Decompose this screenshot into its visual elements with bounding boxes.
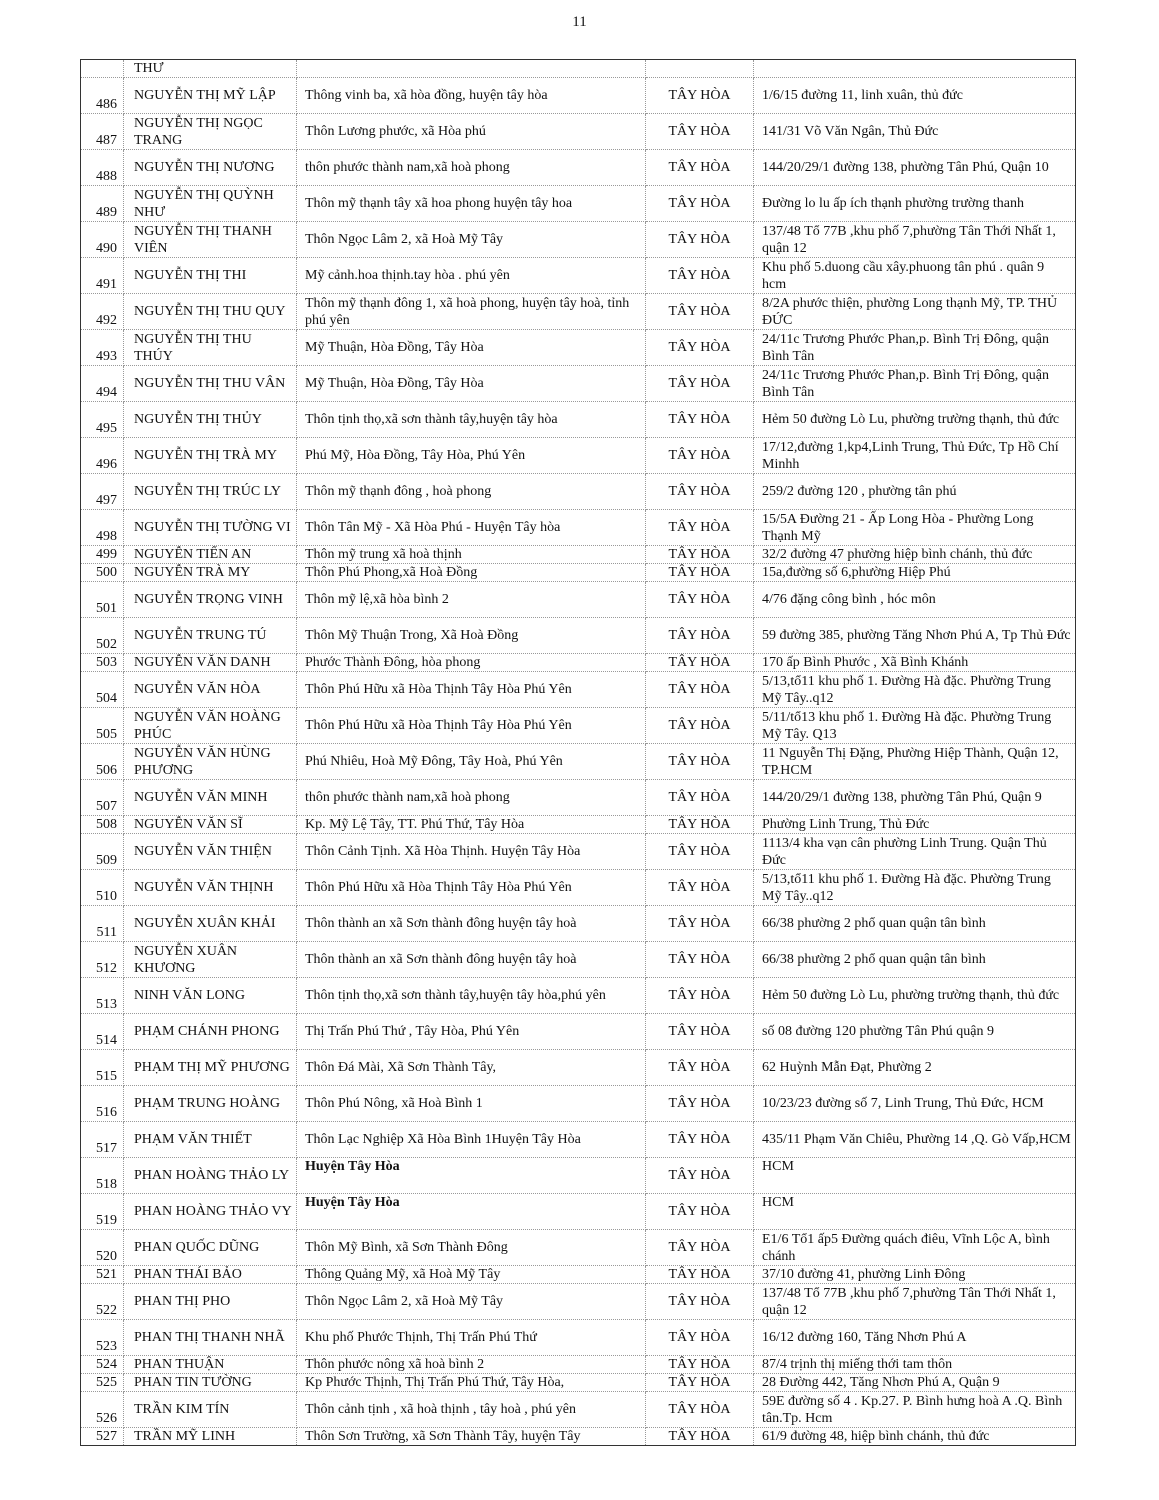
cell-name: PHẠM TRUNG HOÀNG <box>124 1086 297 1122</box>
cell-name: NGUYỄN XUÂN KHẢI <box>124 906 297 942</box>
cell-address: 141/31 Võ Văn Ngân, Thủ Đức <box>754 114 1076 150</box>
table-row <box>81 672 1076 708</box>
cell-address: 11 Nguyễn Thị Đặng, Phường Hiệp Thành, Quận 12, TP.HCM <box>754 744 1076 780</box>
cell-address: 8/2A phước thiện, phường Long thạnh Mỹ, TP. THỦ ĐỨC <box>754 294 1076 330</box>
cell-address: 37/10 đường 41, phường Linh Đông <box>754 1266 1076 1284</box>
cell-hometown: Thôn thành an xã Sơn thành đông huyện tây hoà <box>297 942 646 978</box>
cell-hometown: Thôn tịnh thọ,xã sơn thành tây,huyện tây hòa,phú yên <box>297 978 646 1014</box>
cell-address: 435/11 Phạm Văn Chiêu, Phường 14 ,Q. Gò Vấp,HCM <box>754 1122 1076 1158</box>
cell-no: 486 <box>81 78 124 114</box>
cell-address: 5/13,tổ11 khu phố 1. Đường Hà đặc. Phường Trung Mỹ Tây..q12 <box>754 870 1076 906</box>
cell-address: 137/48 Tổ 77B ,khu phố 7,phường Tân Thới Nhất 1, quận 12 <box>754 1284 1076 1320</box>
cell-hometown: Thôn Sơn Trường, xã Sơn Thành Tây, huyện Tây <box>297 1428 646 1446</box>
table-row <box>81 438 1076 474</box>
cell-address: Hẻm 50 đường Lò Lu, phường trường thạnh, thủ đức <box>754 978 1076 1014</box>
cell-address: E1/6 Tổ1 ấp5 Đường quách điêu, Vĩnh Lộc A, bình chánh <box>754 1230 1076 1266</box>
cell-district: TÂY HÒA <box>646 330 754 366</box>
cell-no <box>81 60 124 78</box>
cell-name: NGUYỄN TRÀ MY <box>124 564 297 582</box>
cell-district: TÂY HÒA <box>646 1194 754 1230</box>
cell-district: TÂY HÒA <box>646 474 754 510</box>
cell-no: 514 <box>81 1014 124 1050</box>
cell-hometown: Thôn Lương phước, xã Hòa phú <box>297 114 646 150</box>
cell-no: 496 <box>81 438 124 474</box>
roster-table <box>80 59 1076 1446</box>
table-row <box>81 78 1076 114</box>
cell-address <box>754 60 1076 78</box>
cell-no: 490 <box>81 222 124 258</box>
cell-hometown: Thôn Ngọc Lâm 2, xã Hoà Mỹ Tây <box>297 1284 646 1320</box>
table-row <box>81 1266 1076 1284</box>
cell-no: 492 <box>81 294 124 330</box>
cell-name: NGUYỄN VĂN HOÀNG PHÚC <box>124 708 297 744</box>
cell-name: NGUYỄN THỊ THI <box>124 258 297 294</box>
cell-address: 259/2 đường 120 , phường tân phú <box>754 474 1076 510</box>
cell-address: Khu phố 5.duong cầu xây.phuong tân phú . quân 9 hcm <box>754 258 1076 294</box>
table-row <box>81 564 1076 582</box>
cell-district: TÂY HÒA <box>646 1014 754 1050</box>
cell-hometown: Thôn Phú Phong,xã Hoà Đồng <box>297 564 646 582</box>
cell-no: 511 <box>81 906 124 942</box>
cell-name: NGUYỄN VĂN SĨ <box>124 816 297 834</box>
table-row <box>81 780 1076 816</box>
table-row <box>81 1428 1076 1446</box>
cell-hometown: Thôn Đá Mài, Xã Sơn Thành Tây, <box>297 1050 646 1086</box>
cell-hometown: Thôn Lạc Nghiệp Xã Hòa Bình 1Huyện Tây Hòa <box>297 1122 646 1158</box>
cell-name: NGUYỄN THỊ THU THÚY <box>124 330 297 366</box>
cell-address: 24/11c Trương Phước Phan,p. Bình Trị Đông, quận Bình Tân <box>754 330 1076 366</box>
table-row <box>81 330 1076 366</box>
table-row <box>81 1014 1076 1050</box>
cell-name: THƯ <box>124 60 297 78</box>
cell-address: 1/6/15 đường 11, linh xuân, thủ đức <box>754 78 1076 114</box>
cell-district: TÂY HÒA <box>646 582 754 618</box>
cell-address: 62 Huỳnh Mẫn Đạt, Phường 2 <box>754 1050 1076 1086</box>
cell-hometown: Thôn Phú Hữu xã Hòa Thịnh Tây Hòa Phú Yên <box>297 708 646 744</box>
cell-name: NGUYỄN VĂN THỊNH <box>124 870 297 906</box>
cell-name: NINH VĂN LONG <box>124 978 297 1014</box>
cell-district: TÂY HÒA <box>646 780 754 816</box>
cell-name: PHẠM THỊ MỸ PHƯƠNG <box>124 1050 297 1086</box>
cell-no: 527 <box>81 1428 124 1446</box>
cell-no: 509 <box>81 834 124 870</box>
cell-hometown: thôn phước thành nam,xã hoà phong <box>297 780 646 816</box>
table-row <box>81 1086 1076 1122</box>
table-row <box>81 546 1076 564</box>
cell-name: NGUYỄN VĂN THIỆN <box>124 834 297 870</box>
cell-address: 59 đường 385, phường Tăng Nhơn Phú A, Tp Thủ Đức <box>754 618 1076 654</box>
cell-address: 59E đường số 4 . Kp.27. P. Bình hưng hoà A .Q. Bình tân.Tp. Hcm <box>754 1392 1076 1428</box>
cell-hometown: Thông vinh ba, xã hòa đồng, huyện tây hòa <box>297 78 646 114</box>
cell-address: 144/20/29/1 đường 138, phường Tân Phú, Quận 9 <box>754 780 1076 816</box>
table-row <box>81 1356 1076 1374</box>
cell-no: 494 <box>81 366 124 402</box>
cell-address: 137/48 Tổ 77B ,khu phố 7,phường Tân Thới Nhất 1, quận 12 <box>754 222 1076 258</box>
cell-no: 504 <box>81 672 124 708</box>
cell-no: 507 <box>81 780 124 816</box>
cell-address: Hẻm 50 đường Lò Lu, phường trường thạnh, thủ đức <box>754 402 1076 438</box>
cell-hometown: Thôn Phú Hữu xã Hòa Thịnh Tây Hòa Phú Yên <box>297 870 646 906</box>
cell-no: 515 <box>81 1050 124 1086</box>
cell-no: 513 <box>81 978 124 1014</box>
cell-no: 487 <box>81 114 124 150</box>
table-row <box>81 708 1076 744</box>
cell-district: TÂY HÒA <box>646 1374 754 1392</box>
cell-address: 66/38 phường 2 phổ quan quận tân bình <box>754 942 1076 978</box>
cell-hometown: Thôn Phú Hữu xã Hòa Thịnh Tây Hòa Phú Yên <box>297 672 646 708</box>
cell-name: PHẠM VĂN THIẾT <box>124 1122 297 1158</box>
cell-name: NGUYỄN VĂN DANH <box>124 654 297 672</box>
cell-district: TÂY HÒA <box>646 1428 754 1446</box>
cell-hometown <box>297 60 646 78</box>
table-row <box>81 1374 1076 1392</box>
cell-hometown: Thôn mỹ thạnh tây xã hoa phong huyện tây hoa <box>297 186 646 222</box>
cell-name: NGUYỄN THỊ QUỲNH NHƯ <box>124 186 297 222</box>
cell-address: Đường lo lu ấp ích thạnh phường trường thanh <box>754 186 1076 222</box>
table-row <box>81 294 1076 330</box>
table-row <box>81 618 1076 654</box>
cell-no: 524 <box>81 1356 124 1374</box>
cell-hometown: Mỹ Thuận, Hòa Đồng, Tây Hòa <box>297 330 646 366</box>
cell-hometown: Phú Nhiêu, Hoà Mỹ Đông, Tây Hoà, Phú Yên <box>297 744 646 780</box>
cell-district: TÂY HÒA <box>646 654 754 672</box>
cell-district: TÂY HÒA <box>646 222 754 258</box>
cell-district: TÂY HÒA <box>646 114 754 150</box>
cell-district: TÂY HÒA <box>646 1320 754 1356</box>
cell-address: 5/13,tổ11 khu phố 1. Đường Hà đặc. Phường Trung Mỹ Tây..q12 <box>754 672 1076 708</box>
table-row <box>81 402 1076 438</box>
cell-no: 488 <box>81 150 124 186</box>
cell-no: 498 <box>81 510 124 546</box>
cell-no: 518 <box>81 1158 124 1194</box>
cell-district: TÂY HÒA <box>646 618 754 654</box>
cell-name: PHAN THUẬN <box>124 1356 297 1374</box>
cell-address: 10/23/23 đường số 7, Linh Trung, Thủ Đức, HCM <box>754 1086 1076 1122</box>
table-row <box>81 366 1076 402</box>
cell-address: 87/4 trịnh thị miếng thới tam thôn <box>754 1356 1076 1374</box>
cell-name: PHAN THỊ THANH NHÃ <box>124 1320 297 1356</box>
cell-no: 505 <box>81 708 124 744</box>
cell-no: 493 <box>81 330 124 366</box>
cell-hometown: Thôn tịnh thọ,xã sơn thành tây,huyện tây hòa <box>297 402 646 438</box>
cell-no: 508 <box>81 816 124 834</box>
cell-address: 32/2 đường 47 phường hiệp bình chánh, thủ đức <box>754 546 1076 564</box>
cell-address: 15a,đường số 6,phường Hiệp Phú <box>754 564 1076 582</box>
table-row <box>81 510 1076 546</box>
cell-no: 503 <box>81 654 124 672</box>
cell-address: 15/5A Đường 21 - Ấp Long Hòa - Phường Long Thạnh Mỹ <box>754 510 1076 546</box>
cell-address: 66/38 phường 2 phổ quan quận tân bình <box>754 906 1076 942</box>
table-row <box>81 1230 1076 1266</box>
cell-name: NGUYỄN THỊ THU VÂN <box>124 366 297 402</box>
table-row <box>81 942 1076 978</box>
cell-hometown: Thôn mỹ thạnh đông , hoà phong <box>297 474 646 510</box>
cell-district: TÂY HÒA <box>646 906 754 942</box>
cell-hometown: Thôn cảnh tịnh , xã hoà thịnh , tây hoà , phú yên <box>297 1392 646 1428</box>
cell-address: 61/9 đường 48, hiệp bình chánh, thủ đức <box>754 1428 1076 1446</box>
cell-hometown: Thị Trấn Phú Thứ , Tây Hòa, Phú Yên <box>297 1014 646 1050</box>
cell-no: 506 <box>81 744 124 780</box>
table-row <box>81 1320 1076 1356</box>
cell-hometown: Thôn Cảnh Tịnh. Xã Hòa Thịnh. Huyện Tây Hòa <box>297 834 646 870</box>
cell-name: NGUYỄN THỊ MỸ LẬP <box>124 78 297 114</box>
cell-district <box>646 60 754 78</box>
cell-hometown: Mỹ cảnh.hoa thịnh.tay hòa . phú yên <box>297 258 646 294</box>
cell-hometown: Khu phố Phước Thịnh, Thị Trấn Phú Thứ <box>297 1320 646 1356</box>
cell-hometown: Thôn Phú Nông, xã Hoà Bình 1 <box>297 1086 646 1122</box>
table-row <box>81 834 1076 870</box>
cell-hometown: Huyện Tây Hòa <box>297 1158 646 1194</box>
cell-no: 489 <box>81 186 124 222</box>
cell-no: 520 <box>81 1230 124 1266</box>
cell-hometown: Thôn Tân Mỹ - Xã Hòa Phú - Huyện Tây hòa <box>297 510 646 546</box>
cell-address: 5/11/tổ13 khu phố 1. Đường Hà đặc. Phường Trung Mỹ Tây. Q13 <box>754 708 1076 744</box>
cell-no: 501 <box>81 582 124 618</box>
cell-no: 523 <box>81 1320 124 1356</box>
table-row <box>81 816 1076 834</box>
cell-name: NGUYỄN THỊ THANH VIÊN <box>124 222 297 258</box>
cell-district: TÂY HÒA <box>646 1266 754 1284</box>
cell-name: TRẦN KIM TÍN <box>124 1392 297 1428</box>
table-row <box>81 978 1076 1014</box>
table-row <box>81 1050 1076 1086</box>
cell-address: 24/11c Trương Phước Phan,p. Bình Trị Đông, quận Bình Tân <box>754 366 1076 402</box>
cell-address: 16/12 đường 160, Tăng Nhơn Phú A <box>754 1320 1076 1356</box>
cell-district: TÂY HÒA <box>646 816 754 834</box>
cell-district: TÂY HÒA <box>646 1050 754 1086</box>
table-row-continuation <box>81 60 1076 78</box>
cell-hometown: Thôn Mỹ Bình, xã Sơn Thành Đông <box>297 1230 646 1266</box>
cell-name: NGUYỄN THỊ TRÚC LY <box>124 474 297 510</box>
cell-name: NGUYỄN THỊ TRÀ MY <box>124 438 297 474</box>
cell-name: PHAN QUỐC DŨNG <box>124 1230 297 1266</box>
cell-no: 510 <box>81 870 124 906</box>
cell-name: NGUYỄN TRỌNG VINH <box>124 582 297 618</box>
table-row <box>81 1284 1076 1320</box>
cell-district: TÂY HÒA <box>646 1086 754 1122</box>
cell-no: 499 <box>81 546 124 564</box>
cell-name: PHAN THỊ PHO <box>124 1284 297 1320</box>
cell-name: PHẠM CHÁNH PHONG <box>124 1014 297 1050</box>
cell-no: 517 <box>81 1122 124 1158</box>
cell-name: PHAN TIN TƯỜNG <box>124 1374 297 1392</box>
table-row <box>81 1194 1076 1230</box>
table-row <box>81 744 1076 780</box>
cell-no: 516 <box>81 1086 124 1122</box>
cell-district: TÂY HÒA <box>646 708 754 744</box>
cell-address: số 08 đường 120 phường Tân Phú quận 9 <box>754 1014 1076 1050</box>
cell-address: Phường Linh Trung, Thủ Đức <box>754 816 1076 834</box>
cell-district: TÂY HÒA <box>646 510 754 546</box>
cell-hometown: Thôn phước nông xã hoà bình 2 <box>297 1356 646 1374</box>
cell-name: NGUYỄN THỊ NGỌC TRANG <box>124 114 297 150</box>
cell-no: 521 <box>81 1266 124 1284</box>
cell-district: TÂY HÒA <box>646 258 754 294</box>
cell-hometown: Thôn mỹ lệ,xã hòa bình 2 <box>297 582 646 618</box>
cell-hometown: Huyện Tây Hòa <box>297 1194 646 1230</box>
cell-no: 495 <box>81 402 124 438</box>
cell-district: TÂY HÒA <box>646 402 754 438</box>
table-row <box>81 186 1076 222</box>
cell-district: TÂY HÒA <box>646 870 754 906</box>
cell-district: TÂY HÒA <box>646 78 754 114</box>
cell-name: PHAN THÁI BẢO <box>124 1266 297 1284</box>
cell-hometown: Thôn Mỹ Thuận Trong, Xã Hoà Đồng <box>297 618 646 654</box>
cell-hometown: Thôn Ngọc Lâm 2, xã Hoà Mỹ Tây <box>297 222 646 258</box>
cell-no: 500 <box>81 564 124 582</box>
cell-hometown: Kp. Mỹ Lệ Tây, TT. Phú Thứ, Tây Hòa <box>297 816 646 834</box>
cell-name: NGUYỄN THỊ THU QUY <box>124 294 297 330</box>
cell-district: TÂY HÒA <box>646 150 754 186</box>
cell-name: NGUYỄN XUÂN KHƯƠNG <box>124 942 297 978</box>
cell-address: 28 Đường 442, Tăng Nhơn Phú A, Quận 9 <box>754 1374 1076 1392</box>
cell-district: TÂY HÒA <box>646 978 754 1014</box>
table-row <box>81 654 1076 672</box>
cell-hometown: Thông Quảng Mỹ, xã Hoà Mỹ Tây <box>297 1266 646 1284</box>
cell-district: TÂY HÒA <box>646 834 754 870</box>
cell-hometown: Phước Thành Đông, hòa phong <box>297 654 646 672</box>
cell-hometown: Mỹ Thuận, Hòa Đồng, Tây Hòa <box>297 366 646 402</box>
cell-no: 491 <box>81 258 124 294</box>
table-row <box>81 114 1076 150</box>
cell-district: TÂY HÒA <box>646 744 754 780</box>
cell-no: 526 <box>81 1392 124 1428</box>
cell-hometown: Phú Mỹ, Hòa Đồng, Tây Hòa, Phú Yên <box>297 438 646 474</box>
cell-name: NGUYỄN VĂN MINH <box>124 780 297 816</box>
cell-address: 144/20/29/1 đường 138, phường Tân Phú, Quận 10 <box>754 150 1076 186</box>
cell-district: TÂY HÒA <box>646 366 754 402</box>
cell-name: TRẦN MỸ LINH <box>124 1428 297 1446</box>
cell-no: 502 <box>81 618 124 654</box>
cell-name: NGUYỄN THỊ TƯỜNG VI <box>124 510 297 546</box>
table-row <box>81 1158 1076 1194</box>
table-row <box>81 870 1076 906</box>
cell-no: 512 <box>81 942 124 978</box>
cell-name: PHAN HOÀNG THẢO LY <box>124 1158 297 1194</box>
table-row <box>81 258 1076 294</box>
cell-name: NGUYỄN TIẾN AN <box>124 546 297 564</box>
cell-hometown: Kp Phước Thịnh, Thị Trấn Phú Thứ, Tây Hòa, <box>297 1374 646 1392</box>
cell-no: 497 <box>81 474 124 510</box>
cell-district: TÂY HÒA <box>646 1392 754 1428</box>
cell-hometown: Thôn mỹ thạnh đông 1, xã hoà phong, huyện tây hoà, tỉnh phú yên <box>297 294 646 330</box>
cell-hometown: Thôn mỹ trung xã hoà thịnh <box>297 546 646 564</box>
cell-name: NGUYỄN VĂN HÒA <box>124 672 297 708</box>
table-row <box>81 474 1076 510</box>
cell-address: 1113/4 kha vạn cân phường Linh Trung. Quận Thủ Đức <box>754 834 1076 870</box>
table-row <box>81 150 1076 186</box>
cell-address: HCM <box>754 1194 1076 1230</box>
cell-name: PHAN HOÀNG THẢO VY <box>124 1194 297 1230</box>
cell-district: TÂY HÒA <box>646 942 754 978</box>
cell-address: 170 ấp Bình Phước , Xã Bình Khánh <box>754 654 1076 672</box>
cell-address: 4/76 đặng công bình , hóc môn <box>754 582 1076 618</box>
cell-address: HCM <box>754 1158 1076 1194</box>
cell-district: TÂY HÒA <box>646 438 754 474</box>
table-row <box>81 222 1076 258</box>
cell-district: TÂY HÒA <box>646 546 754 564</box>
cell-no: 519 <box>81 1194 124 1230</box>
cell-address: 17/12,đường 1,kp4,Linh Trung, Thủ Đức, Tp Hồ Chí Minhh <box>754 438 1076 474</box>
cell-district: TÂY HÒA <box>646 1122 754 1158</box>
cell-district: TÂY HÒA <box>646 672 754 708</box>
cell-hometown: Thôn thành an xã Sơn thành đông huyện tây hoà <box>297 906 646 942</box>
table-row <box>81 906 1076 942</box>
cell-district: TÂY HÒA <box>646 1356 754 1374</box>
cell-name: NGUYỄN TRUNG TÚ <box>124 618 297 654</box>
cell-hometown: thôn phước thành nam,xã hoà phong <box>297 150 646 186</box>
cell-district: TÂY HÒA <box>646 186 754 222</box>
cell-name: NGUYỄN THỊ NƯƠNG <box>124 150 297 186</box>
cell-district: TÂY HÒA <box>646 294 754 330</box>
table-row <box>81 1392 1076 1428</box>
cell-district: TÂY HÒA <box>646 564 754 582</box>
table-row <box>81 1122 1076 1158</box>
cell-name: NGUYỄN THỊ THỦY <box>124 402 297 438</box>
cell-district: TÂY HÒA <box>646 1230 754 1266</box>
cell-district: TÂY HÒA <box>646 1158 754 1194</box>
cell-no: 522 <box>81 1284 124 1320</box>
cell-name: NGUYỄN VĂN HÙNG PHƯƠNG <box>124 744 297 780</box>
table-row <box>81 582 1076 618</box>
cell-district: TÂY HÒA <box>646 1284 754 1320</box>
cell-no: 525 <box>81 1374 124 1392</box>
page-number: 11 <box>572 14 587 30</box>
